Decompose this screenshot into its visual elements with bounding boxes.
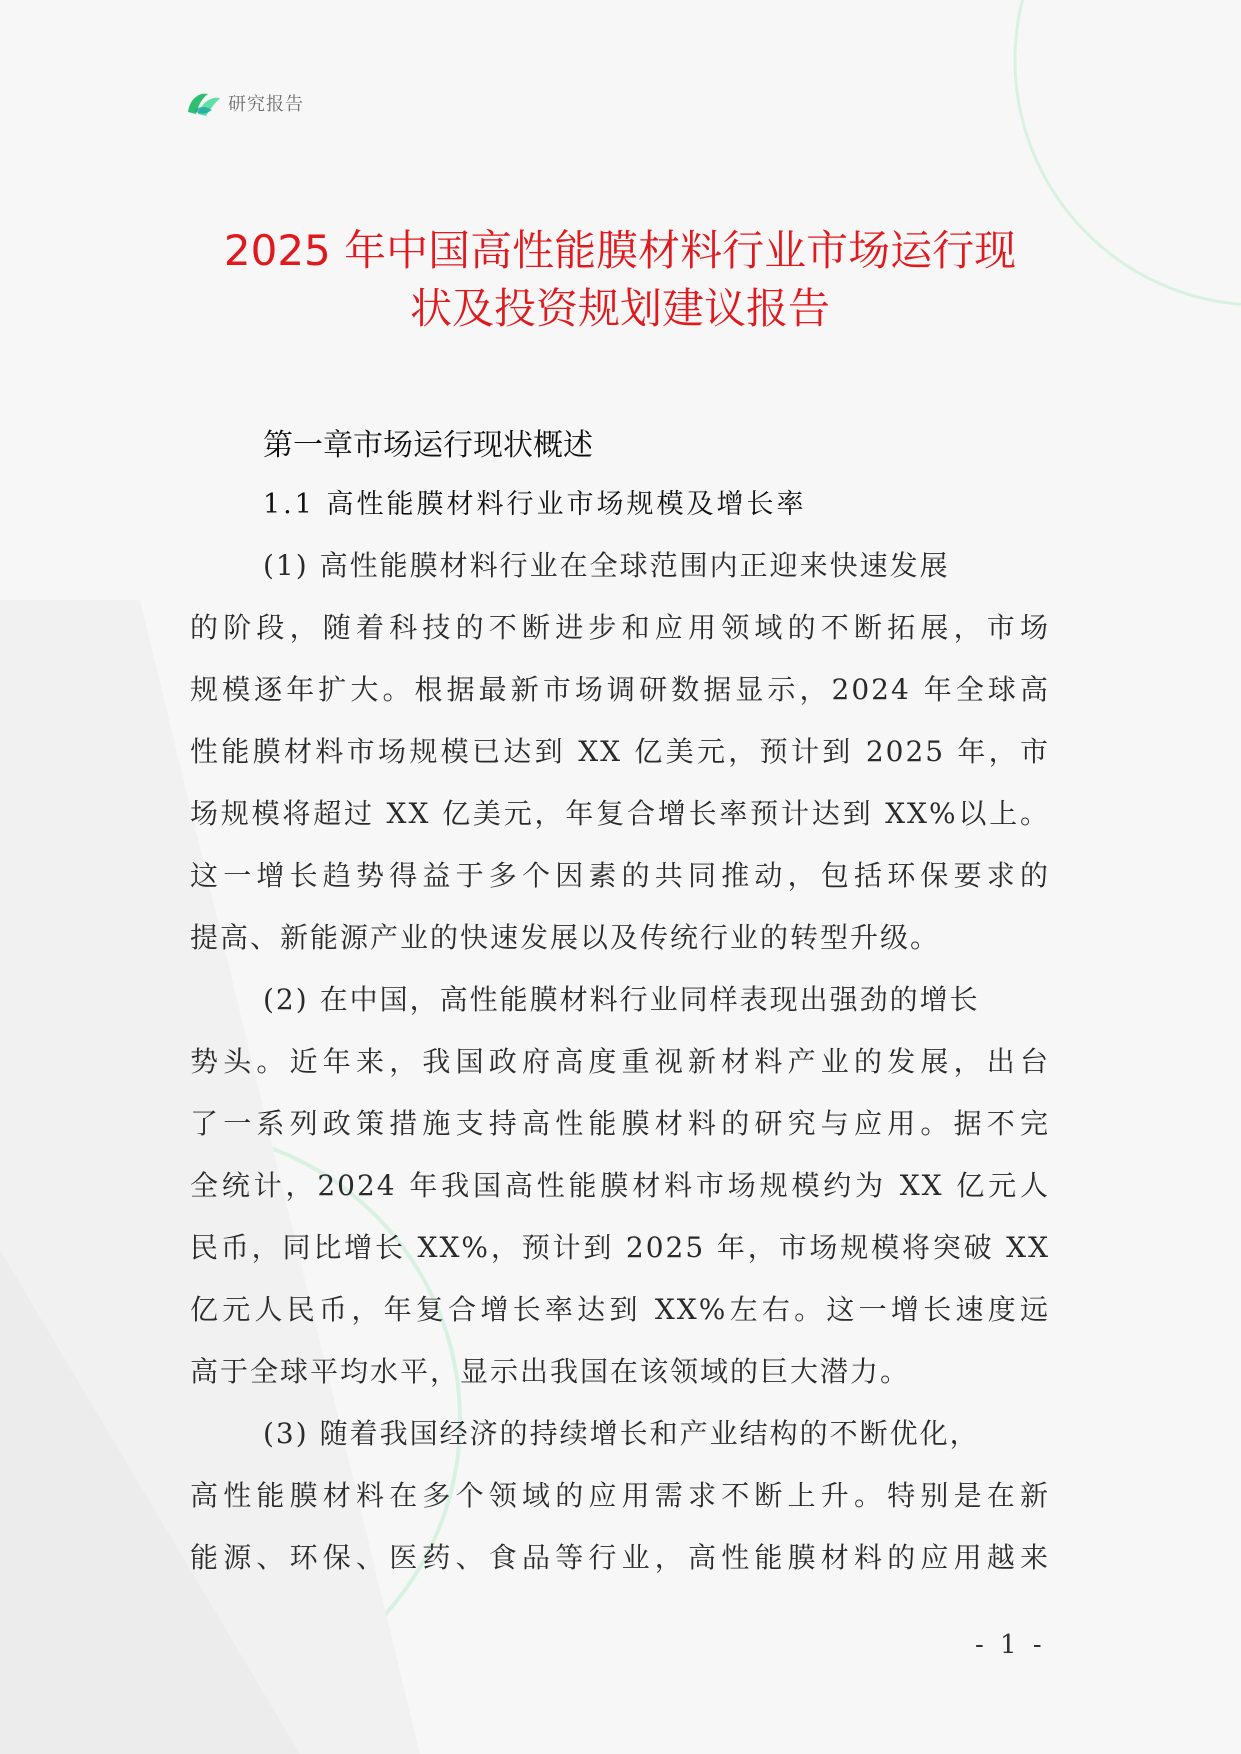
green-leaf-logo-icon — [186, 88, 222, 118]
paragraph-line: 规模逐年扩大。根据最新市场调研数据显示，2024 年全球高 — [190, 673, 1050, 706]
paragraph-line: 高性能膜材料在多个领域的应用需求不断上升。特别是在新 — [190, 1479, 1050, 1512]
paragraph-line: 亿元人民币，年复合增长率达到 XX%左右。这一增长速度远 — [190, 1293, 1050, 1326]
section-heading: 1.1 高性能膜材料行业市场规模及增长率 — [263, 489, 807, 520]
report-header — [186, 88, 304, 118]
paragraph-line: (3) 随着我国经济的持续增长和产业结构的不断优化， — [263, 1417, 980, 1450]
chapter-heading: 第一章市场运行现状概述 — [263, 428, 593, 463]
paragraph-line: 能源、环保、医药、食品等行业，高性能膜材料的应用越来 — [190, 1541, 1050, 1574]
document-title — [160, 222, 1080, 338]
paragraph-line: 场规模将超过 XX 亿美元，年复合增长率预计达到 XX%以上。 — [190, 797, 1050, 830]
paragraph-line: 势头。近年来，我国政府高度重视新材料产业的发展，出台 — [190, 1045, 1050, 1078]
paragraph — [190, 535, 1050, 969]
paragraph-line: 这一增长趋势得益于多个因素的共同推动，包括环保要求的 — [190, 859, 1050, 892]
paragraph-line: 全统计，2024 年我国高性能膜材料市场规模约为 XX 亿元人 — [190, 1169, 1050, 1202]
paragraph — [190, 969, 1050, 1403]
paragraph-line: 的阶段，随着科技的不断进步和应用领域的不断拓展，市场 — [190, 611, 1050, 644]
paragraph-line: 提高、新能源产业的快速发展以及传统行业的转型升级。 — [190, 921, 941, 954]
paragraph-line: 性能膜材料市场规模已达到 XX 亿美元，预计到 2025 年，市 — [190, 735, 1050, 768]
title-line: 2025 年中国高性能膜材料行业市场运行现 — [223, 226, 1017, 275]
page-number: - 1 - — [975, 1630, 1046, 1660]
title-line: 状及投资规划建议报告 — [409, 284, 830, 333]
paragraph-line: 了一系列政策措施支持高性能膜材料的研究与应用。据不完 — [190, 1107, 1050, 1140]
body-text — [190, 535, 1050, 1589]
paragraph-line: (2) 在中国，高性能膜材料行业同样表现出强劲的增长 — [263, 983, 980, 1016]
paragraph-line: (1) 高性能膜材料行业在全球范围内正迎来快速发展 — [263, 549, 950, 582]
paragraph-line: 高于全球平均水平，显示出我国在该领域的巨大潜力。 — [190, 1355, 911, 1388]
paragraph-line: 民币，同比增长 XX%，预计到 2025 年，市场规模将突破 XX — [190, 1231, 1050, 1264]
paragraph — [190, 1403, 1050, 1589]
header-label: 研究报告 — [228, 94, 304, 115]
